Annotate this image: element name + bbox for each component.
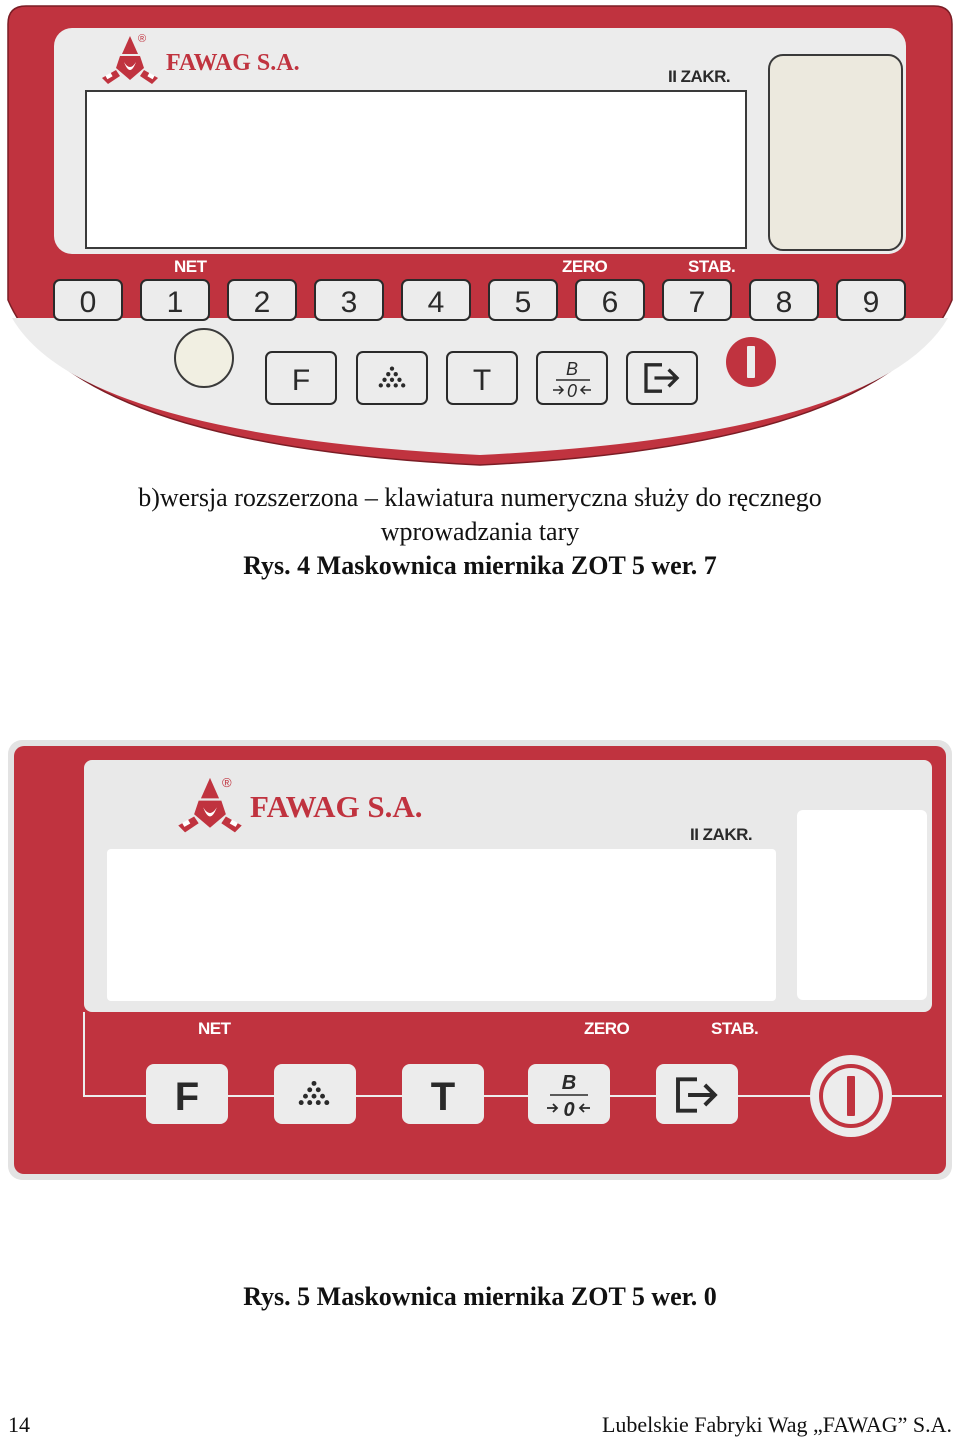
svg-text:F: F (174, 1075, 200, 1119)
svg-text:3: 3 (340, 286, 358, 319)
svg-text:B: B (561, 1072, 577, 1094)
svg-text:4: 4 (427, 286, 445, 319)
figure-caption-4: Rys. 4 Maskownica miernika ZOT 5 wer. 7 (243, 551, 717, 580)
caption-line-2: wprowadzania tary (380, 517, 580, 546)
svg-text:8: 8 (775, 286, 793, 319)
svg-text:T: T (472, 364, 492, 397)
svg-text:9: 9 (862, 286, 880, 319)
figure-caption-5: Rys. 5 Maskownica miernika ZOT 5 wer. 0 (243, 1282, 717, 1311)
power-button[interactable] (810, 1055, 892, 1137)
tare-key[interactable] (402, 1064, 484, 1124)
svg-text:0: 0 (563, 1099, 575, 1121)
svg-text:6: 6 (601, 286, 619, 319)
brand-name: FAWAG S.A. (166, 50, 300, 76)
svg-text:0: 0 (566, 381, 578, 401)
footer-publisher: Lubelskie Fabryki Wag „FAWAG” S.A. (601, 1412, 952, 1437)
brand-name: FAWAG S.A. (250, 789, 423, 824)
svg-text:F: F (291, 364, 311, 397)
svg-text:1: 1 (166, 286, 184, 319)
registered-mark: ® (138, 33, 147, 45)
zero-indicator: ZERO (584, 1019, 630, 1038)
f-key[interactable] (146, 1064, 228, 1124)
zero-indicator: ZERO (562, 257, 608, 276)
svg-text:2: 2 (253, 286, 271, 319)
svg-text:T: T (430, 1075, 456, 1119)
registered-mark: ® (222, 775, 232, 790)
net-indicator: NET (174, 257, 207, 276)
zero-key[interactable] (528, 1064, 610, 1124)
svg-text:0: 0 (79, 286, 97, 319)
enter-key[interactable] (656, 1064, 738, 1124)
svg-text:B: B (565, 359, 579, 379)
caption-line-1: b)wersja rozszerzona – klawiatura numeryczna służy do ręcznego (138, 483, 822, 512)
range-indicator: II ZAKR. (668, 67, 731, 86)
svg-text:7: 7 (688, 286, 706, 319)
svg-text:5: 5 (514, 286, 532, 319)
stab-indicator: STAB. (688, 257, 736, 276)
power-icon (847, 1076, 855, 1116)
side-window (797, 810, 927, 1000)
net-indicator: NET (198, 1019, 231, 1038)
display-window (107, 849, 776, 1001)
stab-indicator: STAB. (711, 1019, 759, 1038)
pieces-key[interactable] (274, 1064, 356, 1124)
page-number: 14 (8, 1412, 30, 1437)
range-indicator: II ZAKR. (690, 825, 753, 844)
